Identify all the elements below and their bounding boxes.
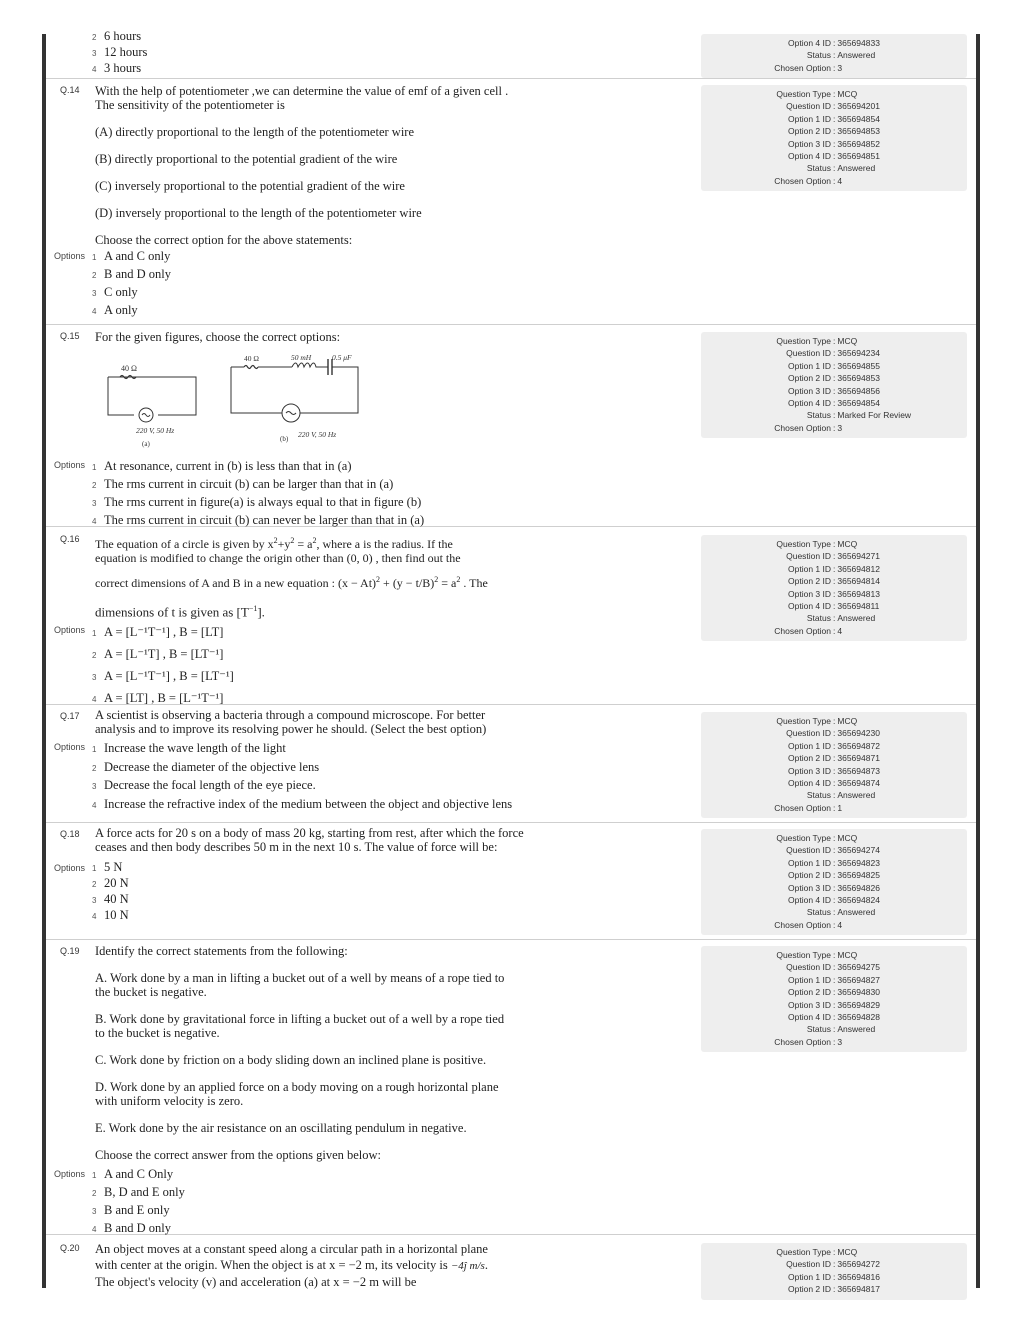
q16-option-3: 3 A = [L⁻¹T⁻¹] , B = [LT⁻¹]: [92, 669, 234, 683]
meta-row: Option 2 ID : 365694814: [788, 576, 880, 587]
meta-row: Option 1 ID : 365694816: [788, 1271, 880, 1282]
label-b-tag: (b): [280, 435, 289, 443]
meta-row: Status : Answered: [806, 50, 876, 61]
meta-row: Question Type : MCQ: [776, 950, 858, 960]
meta-row: Option 3 ID : 365694856: [788, 385, 880, 396]
q18-meta-panel: [701, 829, 967, 935]
question-number: Q.16: [60, 534, 80, 544]
options-label: Options: [54, 625, 86, 635]
meta-row: Option 4 ID : 365694824: [788, 895, 880, 906]
label-b-resistance: 40 Ω: [244, 354, 259, 363]
meta-row: Question Type : MCQ: [776, 336, 858, 346]
q19-option-3: 3 B and E only: [92, 1203, 170, 1217]
q13-option-3: 3 12 hours: [92, 45, 148, 59]
question-block-q19: [46, 940, 976, 1235]
q13-option-4: 4 3 hours: [92, 61, 142, 75]
meta-row: Question Type : MCQ: [776, 539, 858, 549]
circuit-figures: [96, 353, 396, 457]
meta-row: Status : Marked For Review: [806, 410, 912, 421]
options-label: Options: [54, 742, 86, 752]
question-number: Q.15: [60, 331, 80, 341]
meta-row: Chosen Option : 4: [774, 175, 843, 186]
label-b-inductance: 50 mH: [291, 353, 312, 362]
q16-option-2: 2 A = [L⁻¹T] , B = [LT⁻¹]: [92, 647, 224, 661]
q14-meta-panel: [701, 85, 967, 191]
question-number: Q.19: [60, 946, 80, 956]
meta-row: Option 1 ID : 365694823: [788, 857, 880, 868]
q16-option-1: 1 A = [L⁻¹T⁻¹] , B = [LT]: [92, 625, 224, 639]
meta-row: Question ID : 365694272: [786, 1259, 880, 1270]
question-text: With the help of potentiometer ,we can determine the value of emf of a given cell . The sensitivity of the potentiometer is (A) directly proportional to the length of the potentiometer wire (B) directly proportional to the potential gradient of the wire (C) inversely proportional to the potential gradient of the wire (D) inversely proportional to the length of the potentiometer wire Choose the correct option for the above statements:: [95, 84, 509, 247]
meta-row: Question ID : 365694275: [786, 962, 880, 973]
question-block-q20: [46, 1235, 976, 1295]
q18-option-4: 4 10 N: [92, 908, 129, 922]
q16-option-4: 4 A = [LT] , B = [L⁻¹T⁻¹]: [92, 691, 224, 705]
question-number: Q.17: [60, 711, 80, 721]
meta-row: Option 2 ID : 365694830: [788, 987, 880, 998]
question-block-q16: [46, 527, 976, 705]
question-block-q15: [46, 325, 976, 527]
meta-row: Status : Answered: [806, 163, 876, 174]
question-number: Q.14: [60, 85, 80, 95]
meta-row: Option 2 ID : 365694825: [788, 870, 880, 881]
q16-options: [92, 622, 234, 710]
question-text: For the given figures, choose the correct options:: [95, 330, 341, 344]
meta-row: Status : Answered: [806, 790, 876, 801]
meta-row: Chosen Option : 3: [774, 62, 843, 73]
question-text: An object moves at a constant speed along a circular path in a horizontal plane with center at the origin. When the object is at x = −2 m, its velocity is −4ĵ m/s. The object's velocity (v) and acceleration (a) at x = −2 m will be: [95, 1242, 488, 1289]
label-a-resistance: 40 Ω: [121, 364, 137, 373]
meta-row: Question ID : 365694274: [786, 845, 880, 856]
question-text: A force acts for 20 s on a body of mass 20 kg, starting from rest, after which the force ceases and then body describes 50 m in the next 10 s. The value of force will be:: [95, 826, 524, 854]
response-sheet: [42, 29, 980, 1295]
question-block-q13: [46, 29, 976, 79]
meta-row: Question ID : 365694201: [786, 101, 880, 112]
label-b-source: 220 V, 50 Hz: [298, 430, 337, 439]
question-block-q17: [46, 705, 976, 823]
q17-option-3: 3 Decrease the focal length of the eye piece.: [92, 778, 316, 792]
options-label: Options: [54, 251, 86, 261]
meta-row: Option 4 ID : 365694851: [788, 151, 880, 162]
q14-option-4: 4 A only: [92, 303, 138, 317]
meta-row: Option 3 ID : 365694852: [788, 138, 880, 149]
q18-option-2: 2 20 N: [92, 876, 129, 890]
meta-row: Option 3 ID : 365694826: [788, 882, 880, 893]
options-label: Options: [54, 863, 86, 873]
meta-row: Option 1 ID : 365694872: [788, 740, 880, 751]
meta-row: Option 4 ID : 365694874: [788, 778, 880, 789]
q19-meta-panel: [701, 946, 967, 1052]
q15-option-2: 2 The rms current in circuit (b) can be larger than that in (a): [92, 477, 394, 491]
question-text: A scientist is observing a bacteria through a compound microscope. For better analysis and to improve its resolving power he should. (Select the best option): [95, 708, 487, 736]
meta-row: Option 1 ID : 365694812: [788, 563, 880, 574]
meta-row: Status : Answered: [806, 613, 876, 624]
question-block-q14: [46, 79, 976, 325]
meta-row: Question ID : 365694230: [786, 728, 880, 739]
meta-row: Option 3 ID : 365694829: [788, 999, 880, 1010]
meta-row: Chosen Option : 4: [774, 919, 843, 930]
meta-row: Chosen Option : 1: [774, 802, 843, 813]
q15-option-1: 1 At resonance, current in (b) is less than that in (a): [92, 459, 352, 473]
meta-row: Option 1 ID : 365694854: [788, 113, 880, 124]
q15-meta-panel: [701, 332, 967, 438]
meta-row: Option 3 ID : 365694873: [788, 765, 880, 776]
q14-options: [92, 248, 171, 320]
q18-option-3: 3 40 N: [92, 892, 129, 906]
q19-option-1: 1 A and C Only: [92, 1167, 174, 1181]
meta-row: Option 1 ID : 365694855: [788, 360, 880, 371]
q17-meta-panel: [701, 712, 967, 818]
meta-row: Question Type : MCQ: [776, 833, 858, 843]
q19-option-4: 4 B and D only: [92, 1221, 172, 1235]
meta-row: Option 2 ID : 365694853: [788, 373, 880, 384]
meta-row: Option 4 ID : 365694828: [788, 1012, 880, 1023]
q17-option-1: 1 Increase the wave length of the light: [92, 741, 286, 755]
q13-meta-panel: [701, 34, 967, 78]
q17-option-4: 4 Increase the refractive index of the medium between the object and objective lens: [92, 796, 513, 811]
meta-row: Option 2 ID : 365694817: [788, 1284, 880, 1295]
label-a-source: 220 V, 50 Hz: [136, 426, 175, 435]
q19-option-2: 2 B, D and E only: [92, 1185, 185, 1199]
label-a-tag: (a): [142, 440, 150, 448]
label-b-capacitance: 0.5 μF: [332, 353, 352, 362]
q15-options: [92, 458, 424, 530]
meta-row: Option 2 ID : 365694853: [788, 126, 880, 137]
meta-row: Question ID : 365694234: [786, 348, 880, 359]
meta-row: Question Type : MCQ: [776, 716, 858, 726]
question-number: Q.20: [60, 1243, 80, 1253]
meta-row: Option 1 ID : 365694827: [788, 974, 880, 985]
meta-row: Option 4 ID : 365694811: [788, 601, 880, 612]
q18-option-1: 1 5 N: [92, 860, 123, 874]
meta-row: Option 2 ID : 365694871: [788, 753, 880, 764]
question-number: Q.18: [60, 829, 80, 839]
q15-option-3: 3 The rms current in figure(a) is always equal to that in figure (b): [92, 495, 422, 509]
q18-options: [92, 860, 129, 924]
meta-row: Question Type : MCQ: [776, 89, 858, 99]
meta-row: Option 4 ID : 365694833: [788, 38, 880, 48]
meta-row: Status : Answered: [806, 907, 876, 918]
meta-row: Option 3 ID : 365694813: [788, 588, 880, 599]
meta-row: Chosen Option : 4: [774, 625, 843, 636]
question-text: The equation of a circle is given by $x^2+y^2 = a^2$, where a is the radius. If the equation is modified to change the origin other than (0, 0) , then find out the correct dimensions of A and B in a new equation : $(x - At)^2 + (y - t/B)^2 = a^2$ . The dimensions of t is given as $[T^{-1}]$.: [95, 536, 488, 620]
meta-row: Question Type : MCQ: [776, 1247, 858, 1257]
q13-options: [92, 28, 147, 78]
meta-row: Question ID : 365694271: [786, 551, 880, 562]
q14-option-2: 2 B and D only: [92, 267, 172, 281]
q19-options: [92, 1166, 185, 1238]
meta-row: Status : Answered: [806, 1024, 876, 1035]
q20-meta-panel: [701, 1243, 967, 1300]
meta-row: Chosen Option : 3: [774, 422, 843, 433]
q15-option-4: 4 The rms current in circuit (b) can never be larger than that in (a): [92, 513, 425, 527]
options-label: Options: [54, 1169, 86, 1179]
q17-option-2: 2 Decrease the diameter of the objective lens: [92, 759, 320, 774]
options-label: Options: [54, 460, 86, 470]
question-block-q18: [46, 823, 976, 940]
meta-row: Chosen Option : 3: [774, 1036, 843, 1047]
meta-row: Option 4 ID : 365694854: [788, 398, 880, 409]
q13-option-2: 2 6 hours: [92, 29, 142, 43]
q14-option-3: 3 C only: [92, 285, 138, 299]
q14-option-1: 1 A and C only: [92, 249, 171, 263]
question-text: Identify the correct statements from the following: A. Work done by a man in lifting a bucket out of a well by means of a rope tied to the bucket is negative. B. Work done by gravitational force in lifting a bucket out of a well by a rope tied to the bucket is negative. C. Work done by friction on a body sliding down an inclined plane is positive. D. Work done by an applied force on a body moving on a rough horizontal plane with uniform velocity is zero. E. Work done by the air resistance on an oscillating pendulum in negative. Choose the correct answer from the options given below:: [95, 944, 505, 1162]
q16-meta-panel: [701, 535, 967, 641]
q17-options: [92, 740, 512, 814]
